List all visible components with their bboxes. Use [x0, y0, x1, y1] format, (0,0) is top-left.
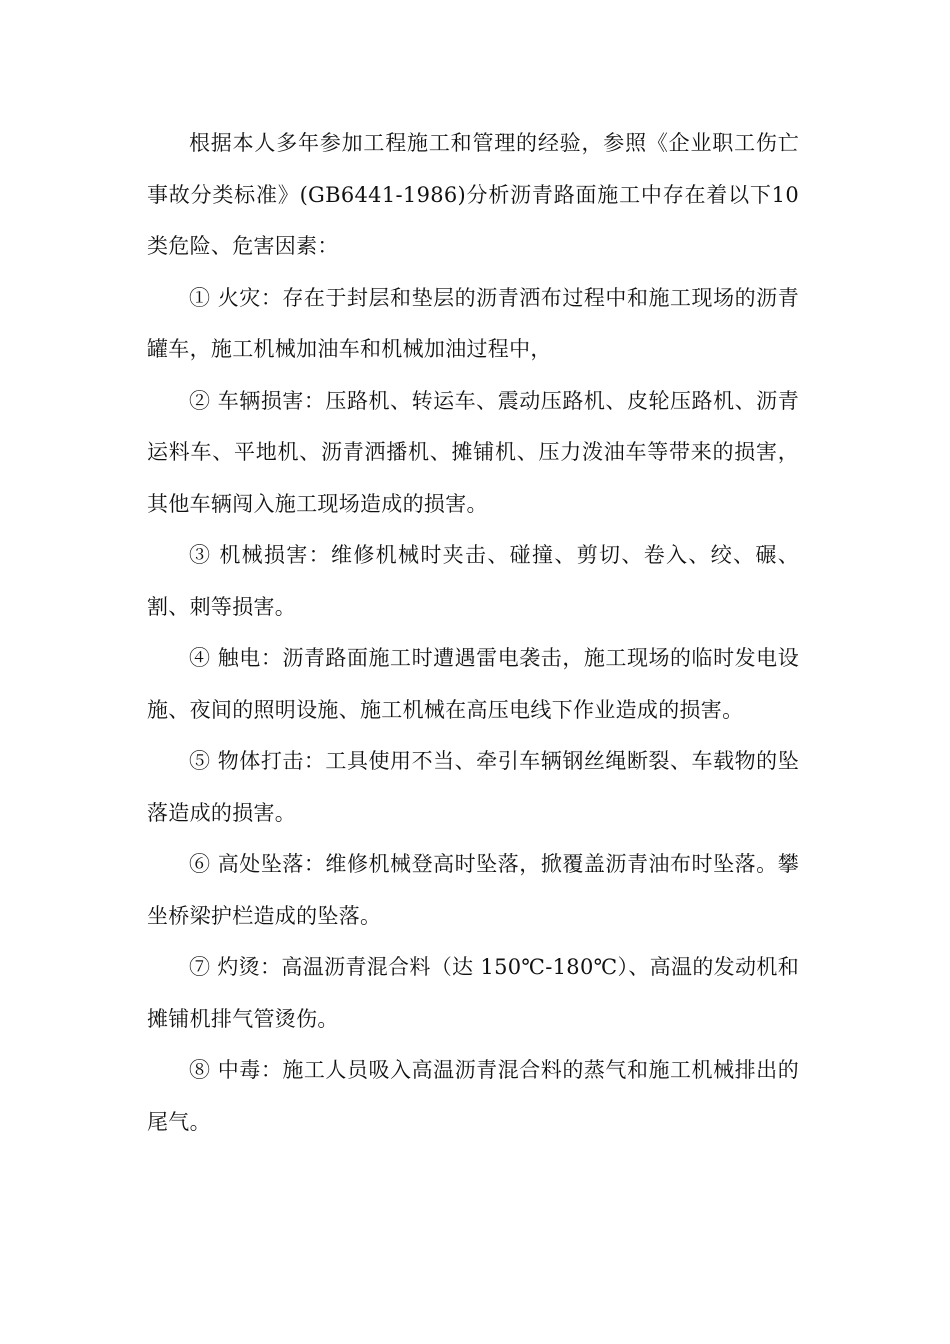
hazard-electric-paragraph: ④ 触电：沥青路面施工时遭遇雷电袭击，施工现场的临时发电设施、夜间的照明设施、施工机械在高压电线下作业造成的损害。 [147, 646, 799, 722]
hazard-fall-paragraph: ⑥ 高处坠落：维修机械登高时坠落，掀覆盖沥青油布时坠落。攀坐桥梁护栏造成的坠落。 [147, 852, 799, 928]
hazard-object-strike-paragraph: ⑤ 物体打击：工具使用不当、牵引车辆钢丝绳断裂、车载物的坠落造成的损害。 [147, 749, 799, 825]
hazard-vehicle-paragraph: ② 车辆损害：压路机、转运车、震动压路机、皮轮压路机、沥青运料车、平地机、沥青洒播机、摊铺机、压力泼油车等带来的损害，其他车辆闯入施工现场造成的损害。 [147, 388, 799, 516]
hazard-burn-paragraph: ⑦ 灼烫：高温沥青混合料（达 150℃-180℃）、高温的发动机和摊铺机排气管烫伤。 [147, 955, 799, 1031]
hazard-machinery-paragraph: ③ 机械损害：维修机械时夹击、碰撞、剪切、卷入、绞、碾、割、刺等损害。 [147, 543, 799, 619]
hazard-poisoning-paragraph: ⑧ 中毒：施工人员吸入高温沥青混合料的蒸气和施工机械排出的尾气。 [147, 1058, 799, 1134]
document-body [147, 118, 799, 1148]
intro-paragraph: 根据本人多年参加工程施工和管理的经验，参照《企业职工伤亡事故分类标准》(GB6441-1986)分析沥青路面施工中存在着以下10类危险、危害因素： [147, 131, 799, 258]
hazard-fire-paragraph: ① 火灾：存在于封层和垫层的沥青洒布过程中和施工现场的沥青罐车，施工机械加油车和机械加油过程中， [147, 285, 799, 361]
